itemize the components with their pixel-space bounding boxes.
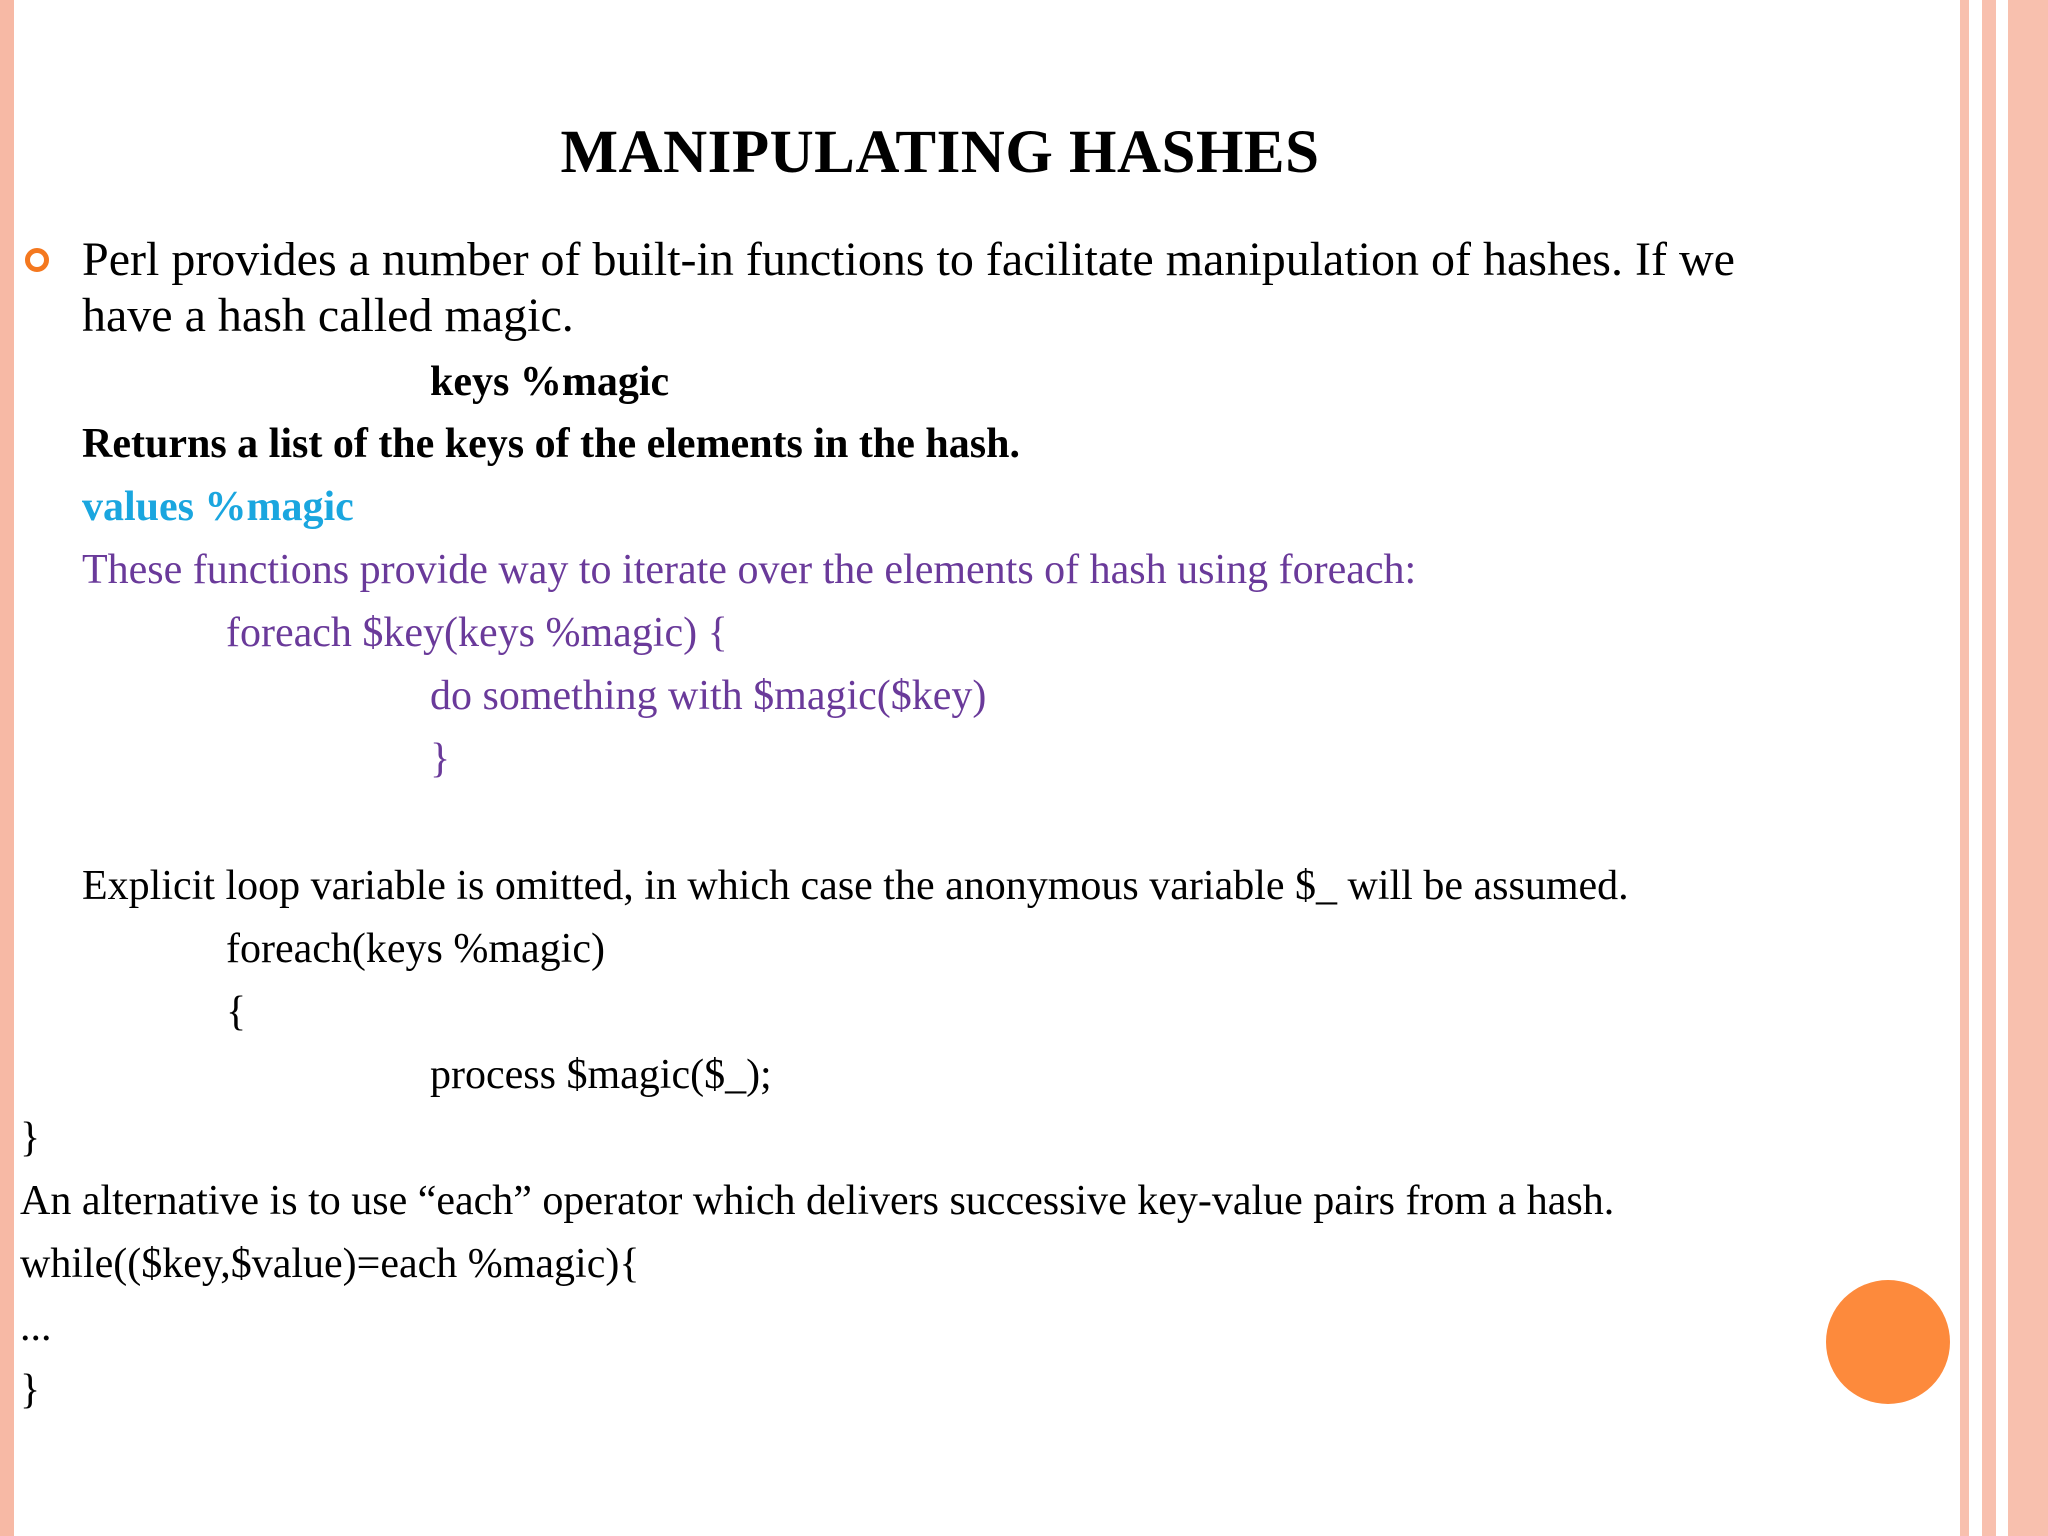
code-line: } bbox=[20, 1367, 41, 1413]
orange-circle-decoration bbox=[1826, 1280, 1950, 1404]
right-border-stripe bbox=[1960, 0, 1969, 1536]
slide-title: MANIPULATING HASHES bbox=[560, 119, 1320, 186]
each-description: An alternative is to use “each” operator which delivers successive key-value pairs from a hash. bbox=[20, 1178, 1615, 1224]
keys-description: Returns a list of the keys of the elements in the hash. bbox=[82, 421, 1020, 467]
code-line: foreach(keys %magic) bbox=[226, 926, 605, 972]
right-border-stripe bbox=[1982, 0, 1996, 1536]
code-line: } bbox=[430, 736, 451, 782]
values-syntax: values %magic bbox=[82, 484, 354, 530]
code-line: while(($key,$value)=each %magic){ bbox=[20, 1241, 640, 1287]
code-line: } bbox=[20, 1115, 41, 1161]
code-line: ... bbox=[20, 1304, 52, 1350]
intro-text-line-2: have a hash called magic. bbox=[82, 289, 574, 342]
code-line: { bbox=[226, 989, 247, 1035]
code-line: foreach $key(keys %magic) { bbox=[226, 610, 728, 656]
iterate-description: These functions provide way to iterate over the elements of hash using foreach: bbox=[82, 547, 1417, 593]
explicit-description: Explicit loop variable is omitted, in which case the anonymous variable $_ will be assumed. bbox=[82, 863, 1629, 909]
left-border bbox=[0, 0, 14, 1536]
right-border-stripe bbox=[2008, 0, 2048, 1536]
code-line: process $magic($_); bbox=[430, 1052, 772, 1098]
code-line: do something with $magic($key) bbox=[430, 673, 987, 719]
intro-text-line-1: Perl provides a number of built-in functions to facilitate manipulation of hashes. If we bbox=[82, 233, 1735, 286]
keys-syntax: keys %magic bbox=[430, 359, 670, 405]
bullet-circle-icon bbox=[25, 248, 49, 272]
